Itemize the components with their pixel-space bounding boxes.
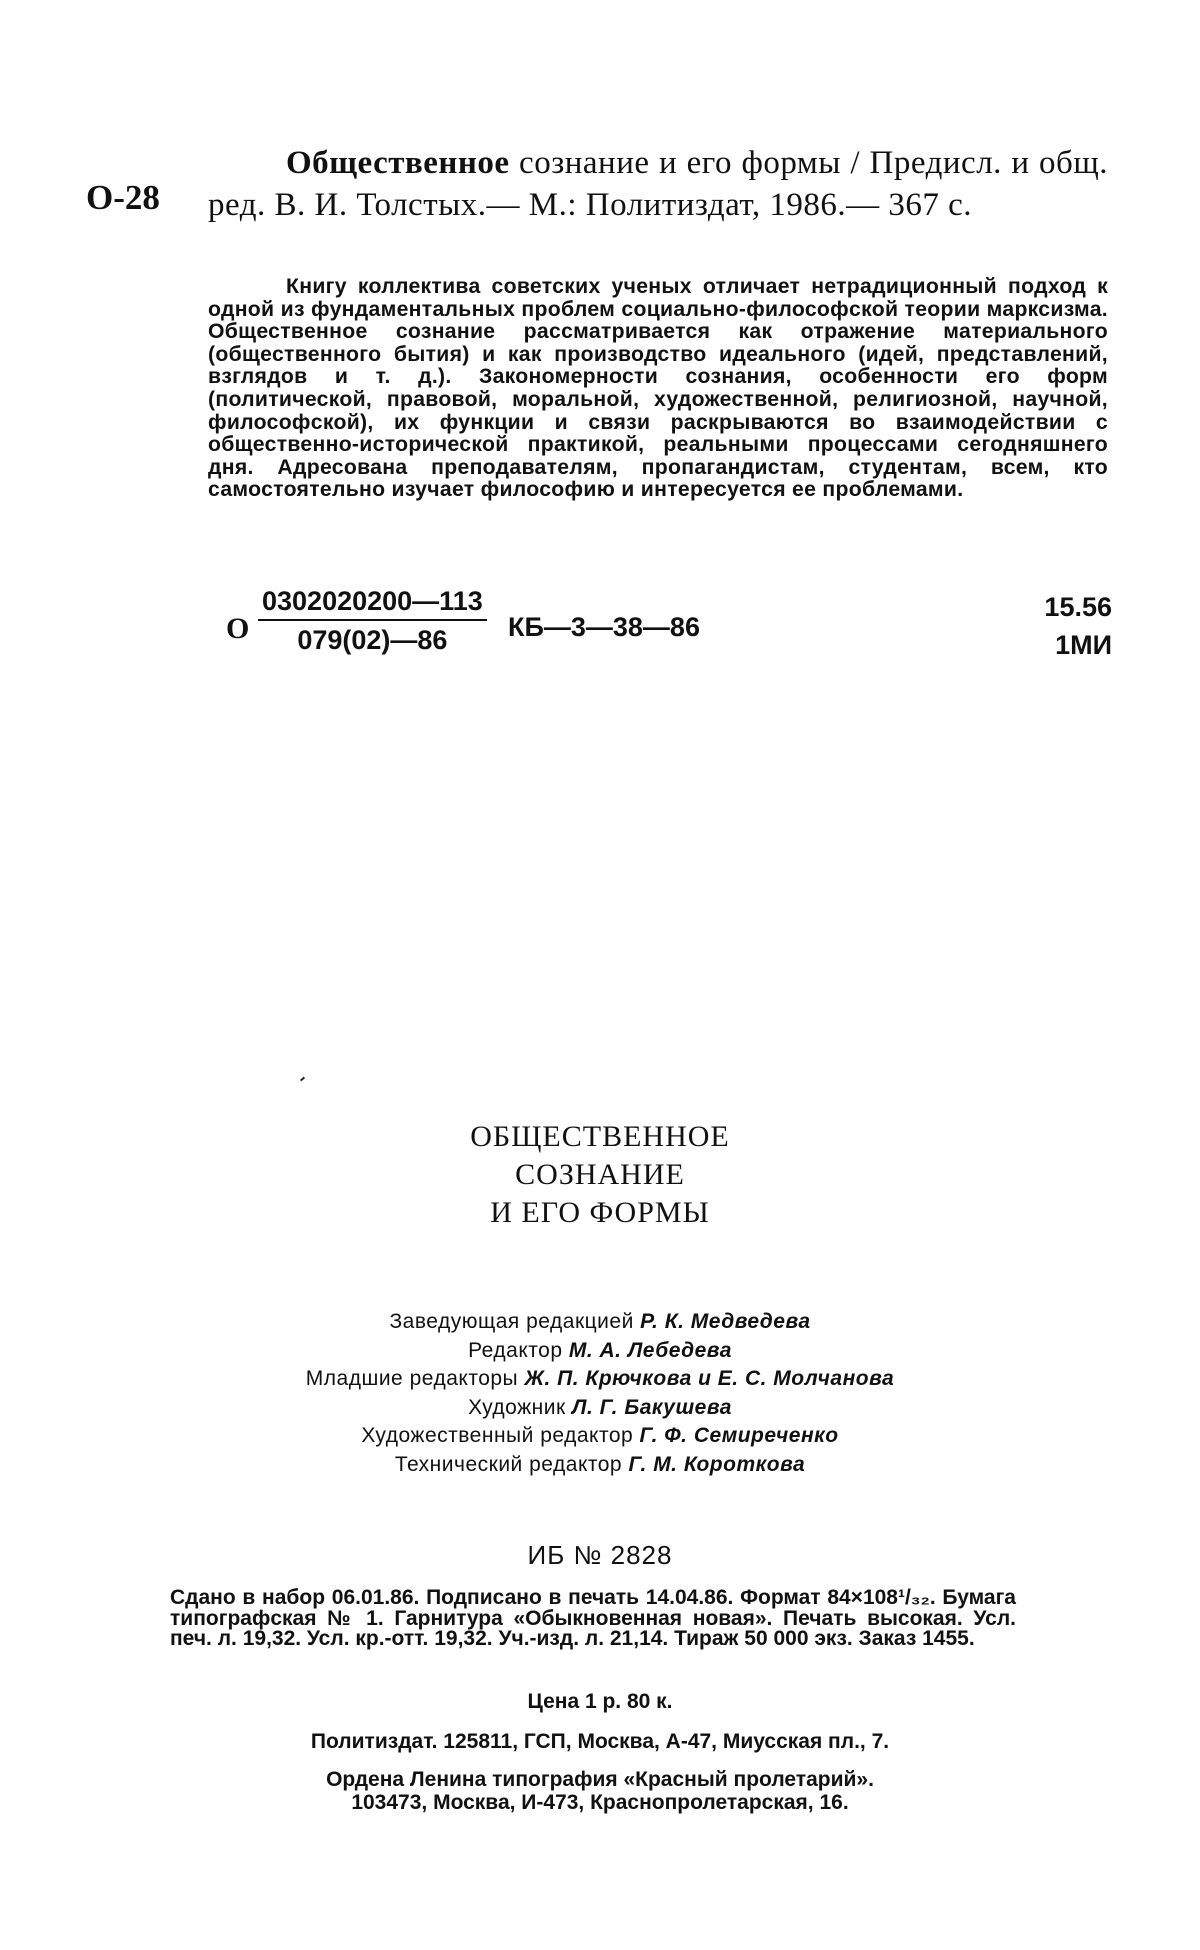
credit-line: [150, 1308, 1050, 1337]
credit-line: [150, 1422, 1050, 1451]
printer-address: [150, 1768, 1050, 1814]
index-classification: [1032, 588, 1112, 664]
credit-person: Г. М. Короткова: [628, 1452, 806, 1476]
entry-description: сознание и его формы / Предисл. и общ. ред. В. И. Толстых.— М.: Политиздат, 1986.— 367 с.: [208, 145, 1108, 223]
index-code: 1МИ: [1055, 630, 1112, 660]
printer-name: Ордена Ленина типография «Красный пролетарий».: [326, 1768, 874, 1791]
credit-line: [150, 1337, 1050, 1366]
title-line: СОЗНАНИЕ: [515, 1158, 685, 1191]
print-speck: [300, 1077, 305, 1082]
imprint-details: Сдано в набор 06.01.86. Подписано в печать 14.04.86. Формат 84×108¹/₃₂. Бумага типографская № 1. Гарнитура «Обыкновенная новая». Печать высокая. Усл. печ. л. 19,32. Усл. кр.-отт. 19,32. Уч.-изд. л. 21,14. Тираж 50 000 экз. Заказ 1455.: [170, 1586, 1016, 1650]
title-line: И ЕГО ФОРМЫ: [490, 1196, 710, 1229]
credit-person: Ж. П. Крючкова и Е. С. Молчанова: [524, 1367, 895, 1391]
book-title: [300, 1118, 900, 1232]
credit-role: Младшие редакторы: [305, 1367, 519, 1391]
price: Цена 1 р. 80 к.: [527, 1690, 673, 1713]
annotation-paragraph: Книгу коллектива советских ученых отличает нетрадиционный подход к одной из фундаментальных проблем социально-философской теории марксизма. Общественное сознание рассматривается как отражение материального (общественного бытия) и как производство идеального (идей, представлений, взглядов и т. д.). Закономерности сознания, особенности его форм (политической, правовой, моральной, художественной, религиозной, научной, философской), их функции и связи раскрываются во взаимодействии с общественно-исторической практикой, реальными процессами сегодняшнего дня. Адресована преподавателям, пропагандистам, студентам, всем, кто самостоятельно изучает философию и интересуется ее проблемами.: [208, 275, 1108, 502]
credit-role: Художественный редактор: [361, 1424, 634, 1448]
title-line: ОБЩЕСТВЕННОЕ: [470, 1120, 730, 1153]
credit-person: Л. Г. Бакушева: [572, 1395, 732, 1419]
credit-person: М. А. Лебедева: [568, 1338, 732, 1362]
credit-line: [150, 1365, 1050, 1394]
credit-person: Г. Ф. Семиреченко: [639, 1424, 839, 1448]
credit-person: Р. К. Медведева: [640, 1310, 811, 1333]
publisher-address: Политиздат. 125811, ГСП, Москва, А-47, Миусская пл., 7.: [310, 1730, 890, 1753]
index-prefix: О: [226, 612, 250, 645]
credit-role: Редактор: [468, 1338, 563, 1362]
credit-line: [150, 1451, 1050, 1480]
printer-location: 103473, Москва, И-473, Краснопролетарская, 16.: [351, 1791, 849, 1814]
index-numerator: 0302020200—113: [258, 586, 487, 621]
credit-line: [150, 1394, 1050, 1423]
call-number: О-28: [86, 178, 160, 217]
bibliographic-entry: [208, 142, 1108, 226]
index-denominator: 079(02)—86: [297, 625, 448, 655]
credit-role: Художник: [468, 1395, 566, 1419]
credit-role: Технический редактор: [394, 1452, 623, 1476]
index-kb-code: КБ—3—38—86: [508, 612, 700, 642]
index-fraction: [258, 586, 487, 656]
index-udc: 15.56: [1044, 592, 1112, 622]
ib-number: ИБ № 2828: [527, 1540, 673, 1570]
credit-role: Заведующая редакцией: [389, 1310, 634, 1333]
entry-title-bold: Общественное: [286, 145, 510, 181]
credits-list: [150, 1308, 1050, 1480]
